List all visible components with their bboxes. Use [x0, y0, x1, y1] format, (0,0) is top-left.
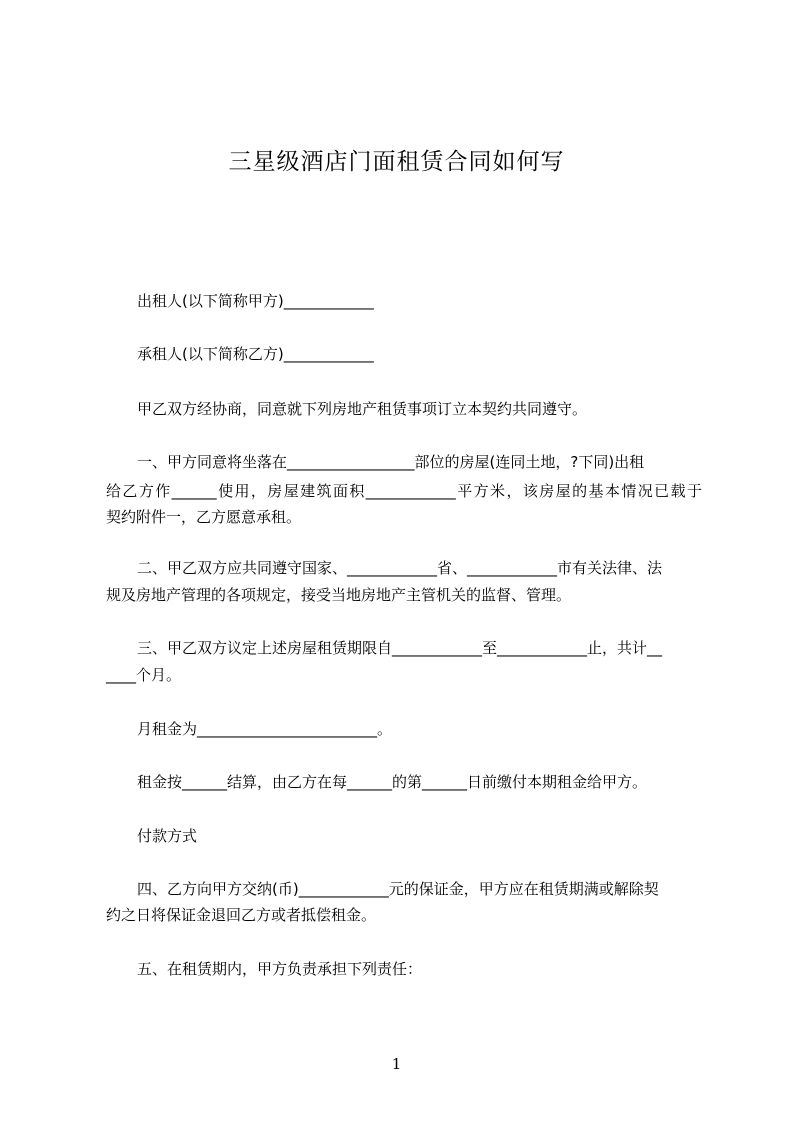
clause-2-line-1: 二、甲乙双方应共同遵守国家、____________省、____________市有关法律、法 — [137, 559, 663, 577]
clause-5-line: 五、在租赁期内，甲方负责承担下列责任： — [137, 960, 423, 978]
lessor-line: 出租人(以下简称甲方)____________ — [137, 292, 374, 310]
preamble-paragraph: 甲乙双方经协商，同意就下列房地产租赁事项订立本契约共同遵守。 — [137, 400, 588, 418]
rent-line: 月租金为________________________。 — [137, 720, 393, 738]
clause-1-line-3: 契约附件一，乙方愿意承租。 — [106, 508, 302, 526]
document-title: 三星级酒店门面租赁合同如何写 — [228, 149, 565, 175]
clause-4-line-2: 约之日将保证金退回乙方或者抵偿租金。 — [106, 906, 377, 924]
page-number: 1 — [391, 1055, 402, 1073]
payment-method-line: 付款方式 — [137, 827, 198, 845]
settlement-line: 租金按______结算，由乙方在每______的第______日前缴付本期租金给甲方。 — [137, 773, 648, 791]
clause-3-line-2: ____个月。 — [106, 666, 182, 684]
clause-1-line-2: 给乙方作______使用，房屋建筑面积____________平方米，该房屋的基本情况已载于 — [106, 482, 702, 500]
clause-2-line-2: 规及房地产管理的各项规定，接受当地房地产主管机关的监督、管理。 — [106, 586, 572, 604]
clause-3-line-1: 三、甲乙双方议定上述房屋租赁期限自____________至____________止，共计__ — [137, 639, 663, 657]
clause-4-line-1: 四、乙方向甲方交纳(币)____________元的保证金，甲方应在租赁期满或解除契 — [137, 880, 659, 898]
lessee-line: 承租人(以下简称乙方)____________ — [137, 345, 374, 363]
clause-1-line-1: 一、甲方同意将坐落在_________________部位的房屋(连同土地，?下同)出租 — [137, 453, 645, 471]
